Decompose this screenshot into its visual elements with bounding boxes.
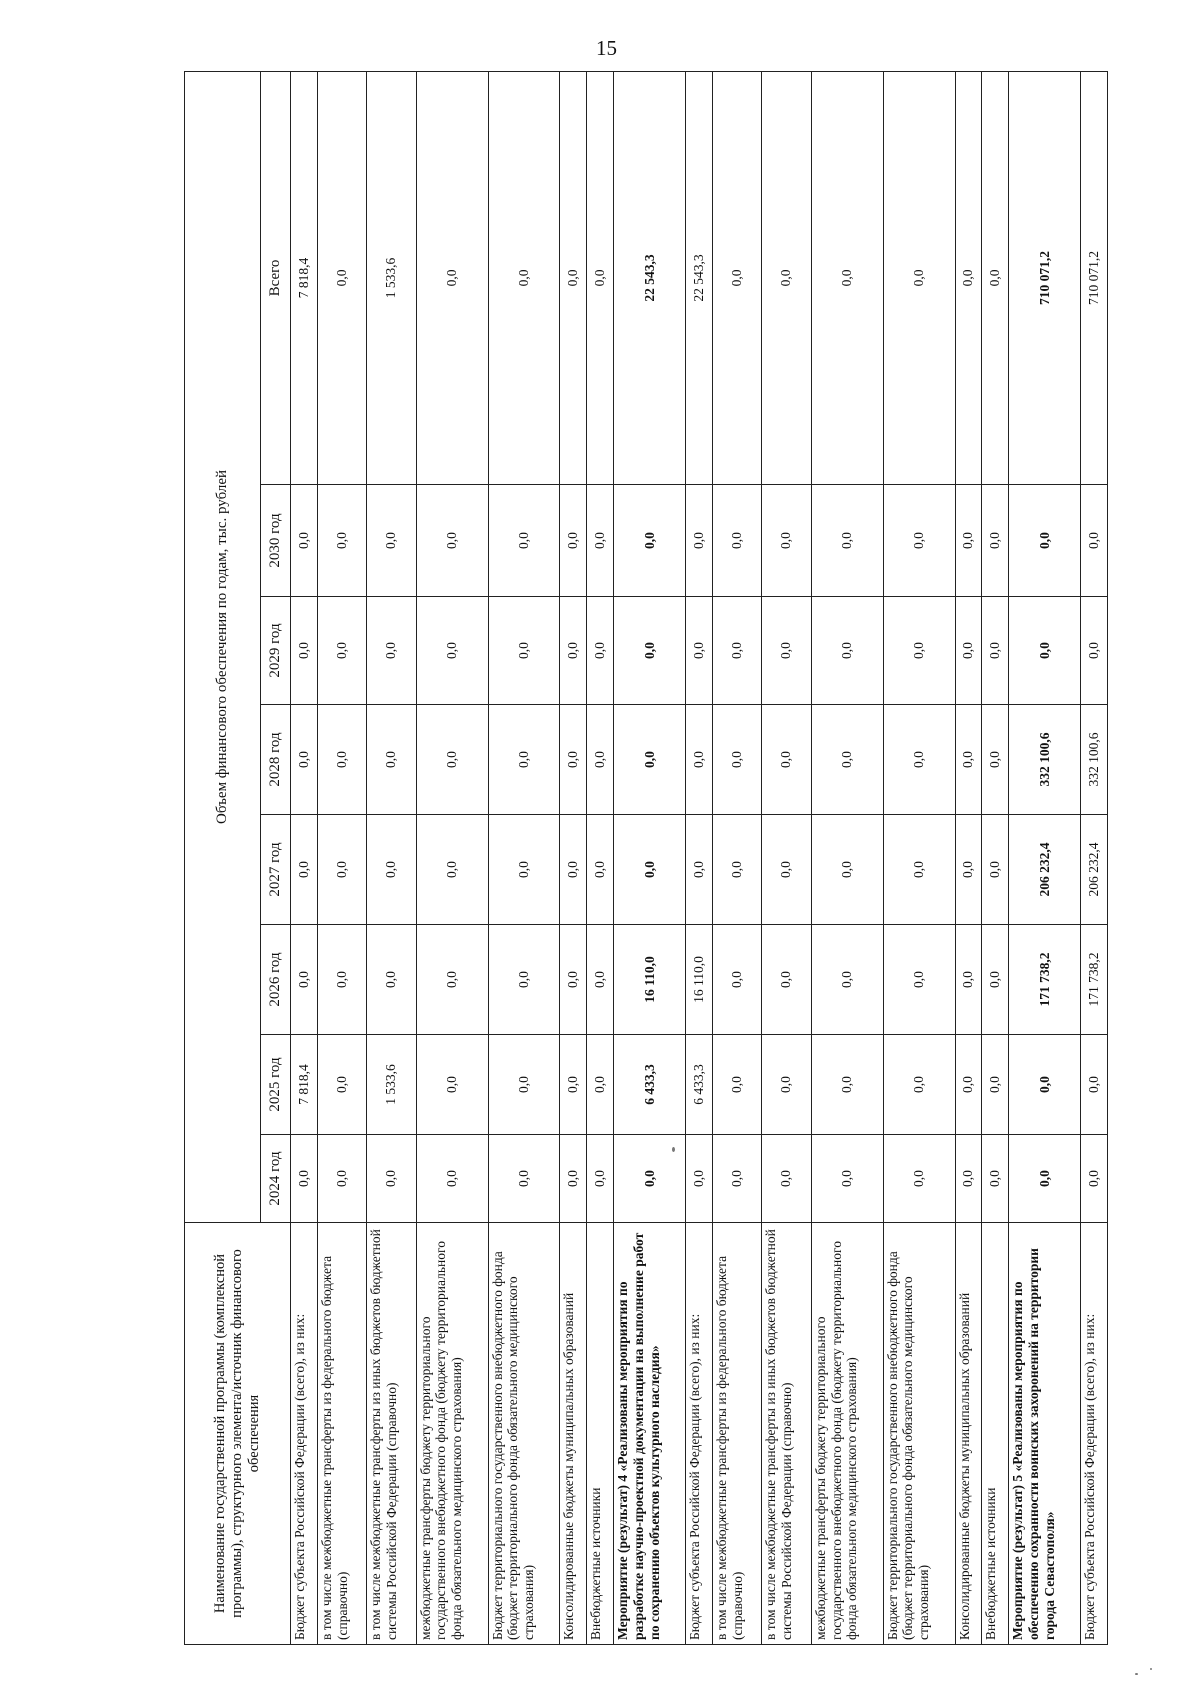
row-year-value: 0,0 [614,485,686,597]
row-source-name: в том числе межбюджетные трансферты из федерального бюджета (справочно) [712,1223,761,1645]
row-year-value: 0,0 [291,597,318,705]
header-year: 2028 год [261,705,291,815]
row-year-value: 332 100,6 [1081,705,1108,815]
row-year-value: 0,0 [416,1135,488,1223]
row-total-value: 22 543,3 [614,71,686,484]
row-year-value: 16 110,0 [686,925,713,1035]
scan-speck [1135,1673,1138,1675]
row-total-value: 710 071,2 [1009,71,1081,484]
row-year-value: 7 818,4 [291,1035,318,1135]
row-year-value: 0,0 [488,485,560,597]
header-funding-group: Объем финансового обеспечения по годам, тыс. рублей [185,71,261,1222]
row-year-value: 0,0 [955,815,982,925]
row-year-value: 0,0 [416,815,488,925]
table-row [955,71,982,1644]
row-year-value: 0,0 [712,597,761,705]
row-source-name: Внебюджетные источники [587,1223,614,1645]
row-year-value: 0,0 [712,815,761,925]
row-source-name: Мероприятие (результат) 4 «Реализованы мероприятия по разработке научно-проектной документации на выполнение работ по сохранению объектов культурного наследия» [614,1223,686,1645]
page-number: 15 [596,36,617,60]
row-source-name: межбюджетные трансферты бюджету территориального государственного внебюджетного фонда (бюджету территориального фонда обязательного медицинского страхования) [416,1223,488,1645]
row-year-value: 16 110,0 [614,925,686,1035]
row-year-value: 0,0 [1081,1135,1108,1223]
row-year-value: 0,0 [811,925,883,1035]
row-year-value: 0,0 [762,925,811,1035]
row-year-value: 0,0 [560,1035,587,1135]
row-year-value: 0,0 [317,1135,366,1223]
row-year-value: 0,0 [955,925,982,1035]
row-year-value: 171 738,2 [1081,925,1108,1035]
row-total-value: 0,0 [762,71,811,484]
table-row [762,71,811,1644]
table-row [560,71,587,1644]
row-total-value: 0,0 [712,71,761,484]
row-year-value: 0,0 [712,1135,761,1223]
table-row [416,71,488,1644]
header-name-column: Наименование государственной программы (комплексной программы), структурного элемента/источник финансового обеспечения [185,1223,291,1645]
row-year-value: 0,0 [883,597,955,705]
row-total-value: 0,0 [488,71,560,484]
row-year-value: 0,0 [686,815,713,925]
row-year-value: 0,0 [883,925,955,1035]
row-year-value: 0,0 [712,1035,761,1135]
row-year-value: 0,0 [686,485,713,597]
row-year-value: 0,0 [712,485,761,597]
row-total-value: 0,0 [982,71,1009,484]
table-row [1009,71,1081,1644]
row-year-value: 0,0 [560,925,587,1035]
header-year: 2024 год [261,1135,291,1223]
row-year-value: 332 100,6 [1009,705,1081,815]
row-year-value: 0,0 [587,597,614,705]
row-year-value: 6 433,3 [686,1035,713,1135]
row-year-value: 0,0 [560,815,587,925]
row-year-value: 0,0 [291,705,318,815]
row-year-value: 0,0 [291,815,318,925]
row-year-value: 0,0 [488,925,560,1035]
row-year-value: 0,0 [317,485,366,597]
row-year-value: 0,0 [762,597,811,705]
row-year-value: 0,0 [614,705,686,815]
row-year-value: 0,0 [883,1035,955,1135]
row-source-name: Мероприятие (результат) 5 «Реализованы мероприятия по обеспечению сохранности воинских захоронений на территории города Севастополя» [1009,1223,1081,1645]
row-year-value: 0,0 [1009,1035,1081,1135]
funding-table [184,71,1108,1645]
row-year-value: 0,0 [982,815,1009,925]
row-year-value: 0,0 [982,925,1009,1035]
header-year: 2027 год [261,815,291,925]
row-year-value: 0,0 [762,1035,811,1135]
row-year-value: 0,0 [883,815,955,925]
row-year-value: 0,0 [955,485,982,597]
row-year-value: 0,0 [367,1135,416,1223]
row-year-value: 6 433,3 [614,1035,686,1135]
row-year-value: 0,0 [712,925,761,1035]
row-source-name: в том числе межбюджетные трансферты из иных бюджетов бюджетной системы Российской Федерации (справочно) [367,1223,416,1645]
row-year-value: 0,0 [811,1135,883,1223]
row-year-value: 0,0 [1081,1035,1108,1135]
header-year: 2026 год [261,925,291,1035]
row-year-value: 206 232,4 [1081,815,1108,925]
row-source-name: Бюджет территориального государственного внебюджетного фонда (бюджет территориального фонда обязательного медицинского страхования) [883,1223,955,1645]
row-year-value: 0,0 [614,1135,686,1223]
table-row [712,71,761,1644]
row-year-value: 0,0 [416,705,488,815]
header-year: 2030 год [261,485,291,597]
row-source-name: Бюджет субъекта Российской Федерации (всего), из них: [686,1223,713,1645]
row-total-value: 710 071,2 [1081,71,1108,484]
row-year-value: 0,0 [982,1035,1009,1135]
header-year: 2029 год [261,597,291,705]
row-source-name: межбюджетные трансферты бюджету территориального государственного внебюджетного фонда (бюджету территориального фонда обязательного медицинского страхования) [811,1223,883,1645]
row-year-value: 0,0 [811,705,883,815]
row-year-value: 0,0 [883,1135,955,1223]
row-year-value: 0,0 [587,815,614,925]
row-year-value: 0,0 [614,597,686,705]
row-year-value: 0,0 [367,925,416,1035]
row-year-value: 0,0 [416,925,488,1035]
table-row [1081,71,1108,1644]
row-total-value: 0,0 [587,71,614,484]
row-year-value: 0,0 [367,705,416,815]
row-year-value: 0,0 [686,1135,713,1223]
row-year-value: 0,0 [560,485,587,597]
row-year-value: 0,0 [762,485,811,597]
row-source-name: в том числе межбюджетные трансферты из федерального бюджета (справочно) [317,1223,366,1645]
row-year-value: 0,0 [614,815,686,925]
row-year-value: 0,0 [982,1135,1009,1223]
row-year-value: 0,0 [488,1135,560,1223]
row-year-value: 0,0 [560,1135,587,1223]
row-total-value: 0,0 [317,71,366,484]
row-total-value: 1 533,6 [367,71,416,484]
row-year-value: 0,0 [367,815,416,925]
row-year-value: 0,0 [416,1035,488,1135]
table-row [488,71,560,1644]
row-year-value: 0,0 [686,597,713,705]
row-year-value: 0,0 [488,815,560,925]
row-year-value: 0,0 [982,705,1009,815]
row-year-value: 0,0 [560,597,587,705]
row-year-value: 0,0 [811,1035,883,1135]
row-year-value: 0,0 [317,597,366,705]
row-year-value: 0,0 [488,1035,560,1135]
table-row [982,71,1009,1644]
table-row [367,71,416,1644]
row-year-value: 0,0 [317,815,366,925]
row-year-value: 171 738,2 [1009,925,1081,1035]
header-row-1 [185,71,261,1644]
row-year-value: 0,0 [1009,1135,1081,1223]
row-year-value: 0,0 [317,1035,366,1135]
row-total-value: 0,0 [811,71,883,484]
row-year-value: 0,0 [587,1135,614,1223]
row-year-value: 0,0 [1009,485,1081,597]
table-body [291,71,1108,1644]
row-source-name: Консолидированные бюджеты муниципальных образований [955,1223,982,1645]
row-source-name: в том числе межбюджетные трансферты из иных бюджетов бюджетной системы Российской Федерации (справочно) [762,1223,811,1645]
row-year-value: 0,0 [955,1035,982,1135]
table-row [883,71,955,1644]
row-year-value: 0,0 [955,597,982,705]
row-year-value: 0,0 [982,597,1009,705]
row-year-value: 0,0 [560,705,587,815]
row-year-value: 0,0 [955,705,982,815]
row-source-name: Бюджет субъекта Российской Федерации (всего), из них: [291,1223,318,1645]
row-year-value: 0,0 [762,705,811,815]
header-year: 2025 год [261,1035,291,1135]
row-source-name: Внебюджетные источники [982,1223,1009,1645]
row-year-value: 0,0 [488,597,560,705]
row-year-value: 0,0 [291,1135,318,1223]
row-year-value: 0,0 [762,815,811,925]
table-row [811,71,883,1644]
row-year-value: 0,0 [488,705,560,815]
row-total-value: 0,0 [416,71,488,484]
row-year-value: 0,0 [1009,597,1081,705]
row-year-value: 0,0 [686,705,713,815]
row-year-value: 0,0 [982,485,1009,597]
row-total-value: 22 543,3 [686,71,713,484]
row-year-value: 0,0 [587,1035,614,1135]
row-year-value: 0,0 [291,925,318,1035]
row-year-value: 0,0 [416,485,488,597]
row-year-value: 1 533,6 [367,1035,416,1135]
row-source-name: Бюджет субъекта Российской Федерации (всего), из них: [1081,1223,1108,1645]
row-year-value: 0,0 [587,925,614,1035]
row-year-value: 0,0 [317,925,366,1035]
row-year-value: 0,0 [883,705,955,815]
table-row [614,71,686,1644]
rotated-page-content [184,72,1108,1645]
row-total-value: 0,0 [883,71,955,484]
row-source-name: Бюджет территориального государственного внебюджетного фонда (бюджет территориального фонда обязательного медицинского страхования) [488,1223,560,1645]
row-year-value: 0,0 [955,1135,982,1223]
row-year-value: 0,0 [883,485,955,597]
row-year-value: 0,0 [367,597,416,705]
row-year-value: 0,0 [317,705,366,815]
row-year-value: 0,0 [1081,597,1108,705]
row-year-value: 0,0 [291,485,318,597]
row-year-value: 0,0 [712,705,761,815]
header-total: Всего [261,71,291,484]
table-row [317,71,366,1644]
row-total-value: 0,0 [560,71,587,484]
row-year-value: 0,0 [811,485,883,597]
row-year-value: 0,0 [1081,485,1108,597]
row-year-value: 0,0 [367,485,416,597]
row-year-value: 206 232,4 [1009,815,1081,925]
row-year-value: 0,0 [416,597,488,705]
table-viewport [184,72,1108,1645]
row-year-value: 0,0 [762,1135,811,1223]
row-year-value: 0,0 [811,597,883,705]
table-row [686,71,713,1644]
row-total-value: 7 818,4 [291,71,318,484]
row-total-value: 0,0 [955,71,982,484]
row-year-value: 0,0 [811,815,883,925]
row-year-value: 0,0 [587,705,614,815]
table-row [587,71,614,1644]
row-year-value: 0,0 [587,485,614,597]
table-row [291,71,318,1644]
scan-speck [1150,1668,1152,1670]
row-source-name: Консолидированные бюджеты муниципальных образований [560,1223,587,1645]
